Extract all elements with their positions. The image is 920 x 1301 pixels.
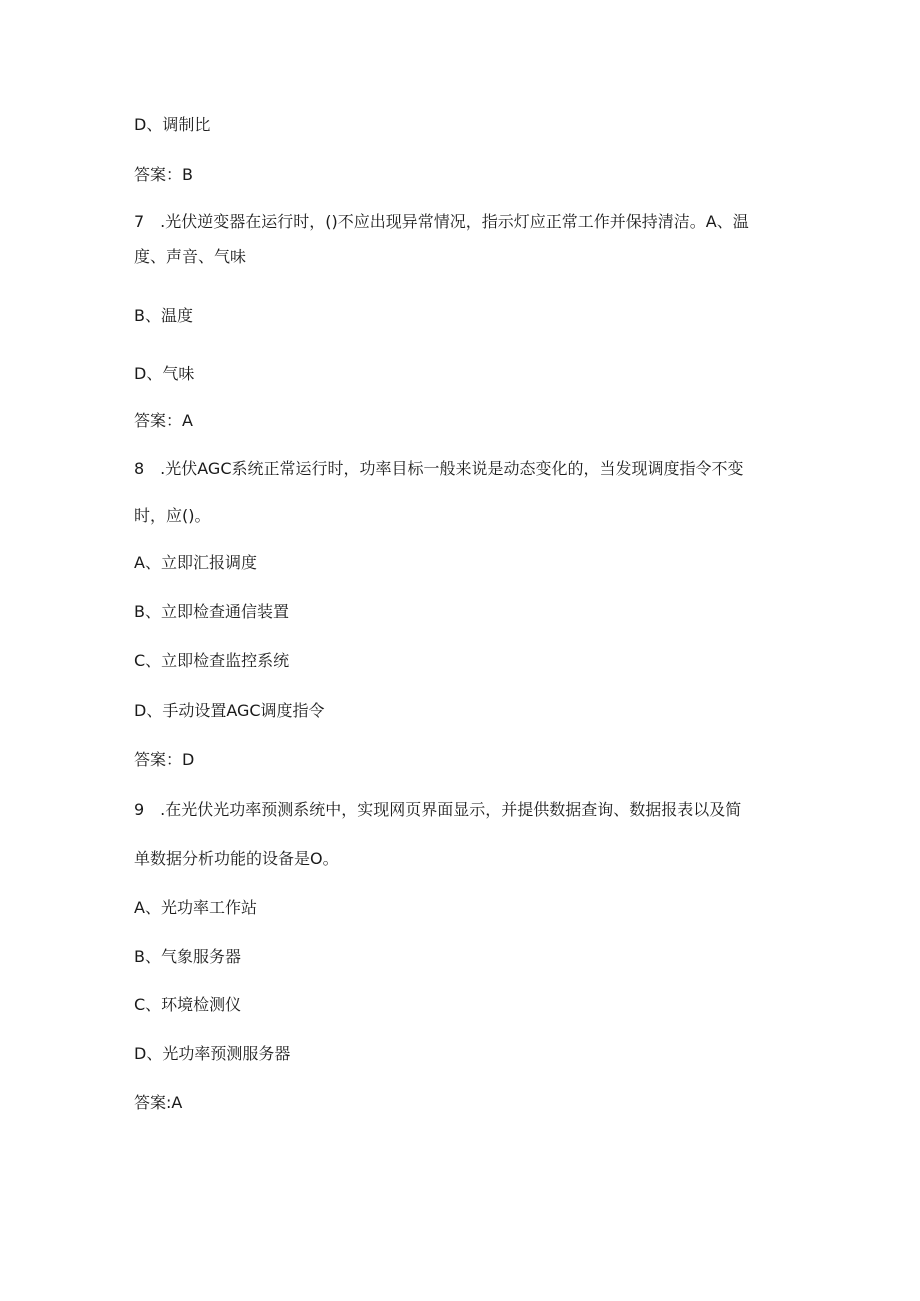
option-d-q9: D、光功率预测服务器 — [134, 1044, 291, 1063]
option-a-q9: A、光功率工作站 — [134, 898, 257, 917]
option-b-q9: B、气象服务器 — [134, 947, 241, 966]
option-b-q8: B、立即检查通信装置 — [134, 602, 289, 621]
question-9-line-2: 单数据分析功能的设备是O。 — [134, 849, 339, 868]
option-a-q8: A、立即汇报调度 — [134, 553, 257, 572]
question-9-line-1: 9 .在光伏光功率预测系统中，实现网页界面显示，并提供数据查询、数据报表以及简 — [134, 800, 742, 819]
question-7-line-1: 7 .光伏逆变器在运行时，()不应出现异常情况，指示灯应正常工作并保持清洁。A、温 — [134, 212, 749, 231]
option-d-q8: D、手动设置AGC调度指令 — [134, 701, 325, 720]
option-d-q7: D、气味 — [134, 364, 195, 383]
option-b-q7: B、温度 — [134, 306, 193, 325]
question-8-line-2: 时，应()。 — [134, 506, 211, 525]
answer-q9: 答案:A — [134, 1093, 183, 1112]
question-8-line-1: 8 .光伏AGC系统正常运行时，功率目标一般来说是动态变化的，当发现调度指令不变 — [134, 459, 744, 478]
answer-q6: 答案：B — [134, 165, 193, 184]
option-c-q9: C、环境检测仪 — [134, 995, 242, 1014]
option-c-q8: C、立即检查监控系统 — [134, 651, 290, 670]
question-7-line-2: 度、声音、气味 — [134, 247, 247, 266]
option-d-q6: D、调制比 — [134, 115, 211, 134]
answer-q8: 答案：D — [134, 750, 195, 769]
answer-q7: 答案：A — [134, 411, 193, 430]
